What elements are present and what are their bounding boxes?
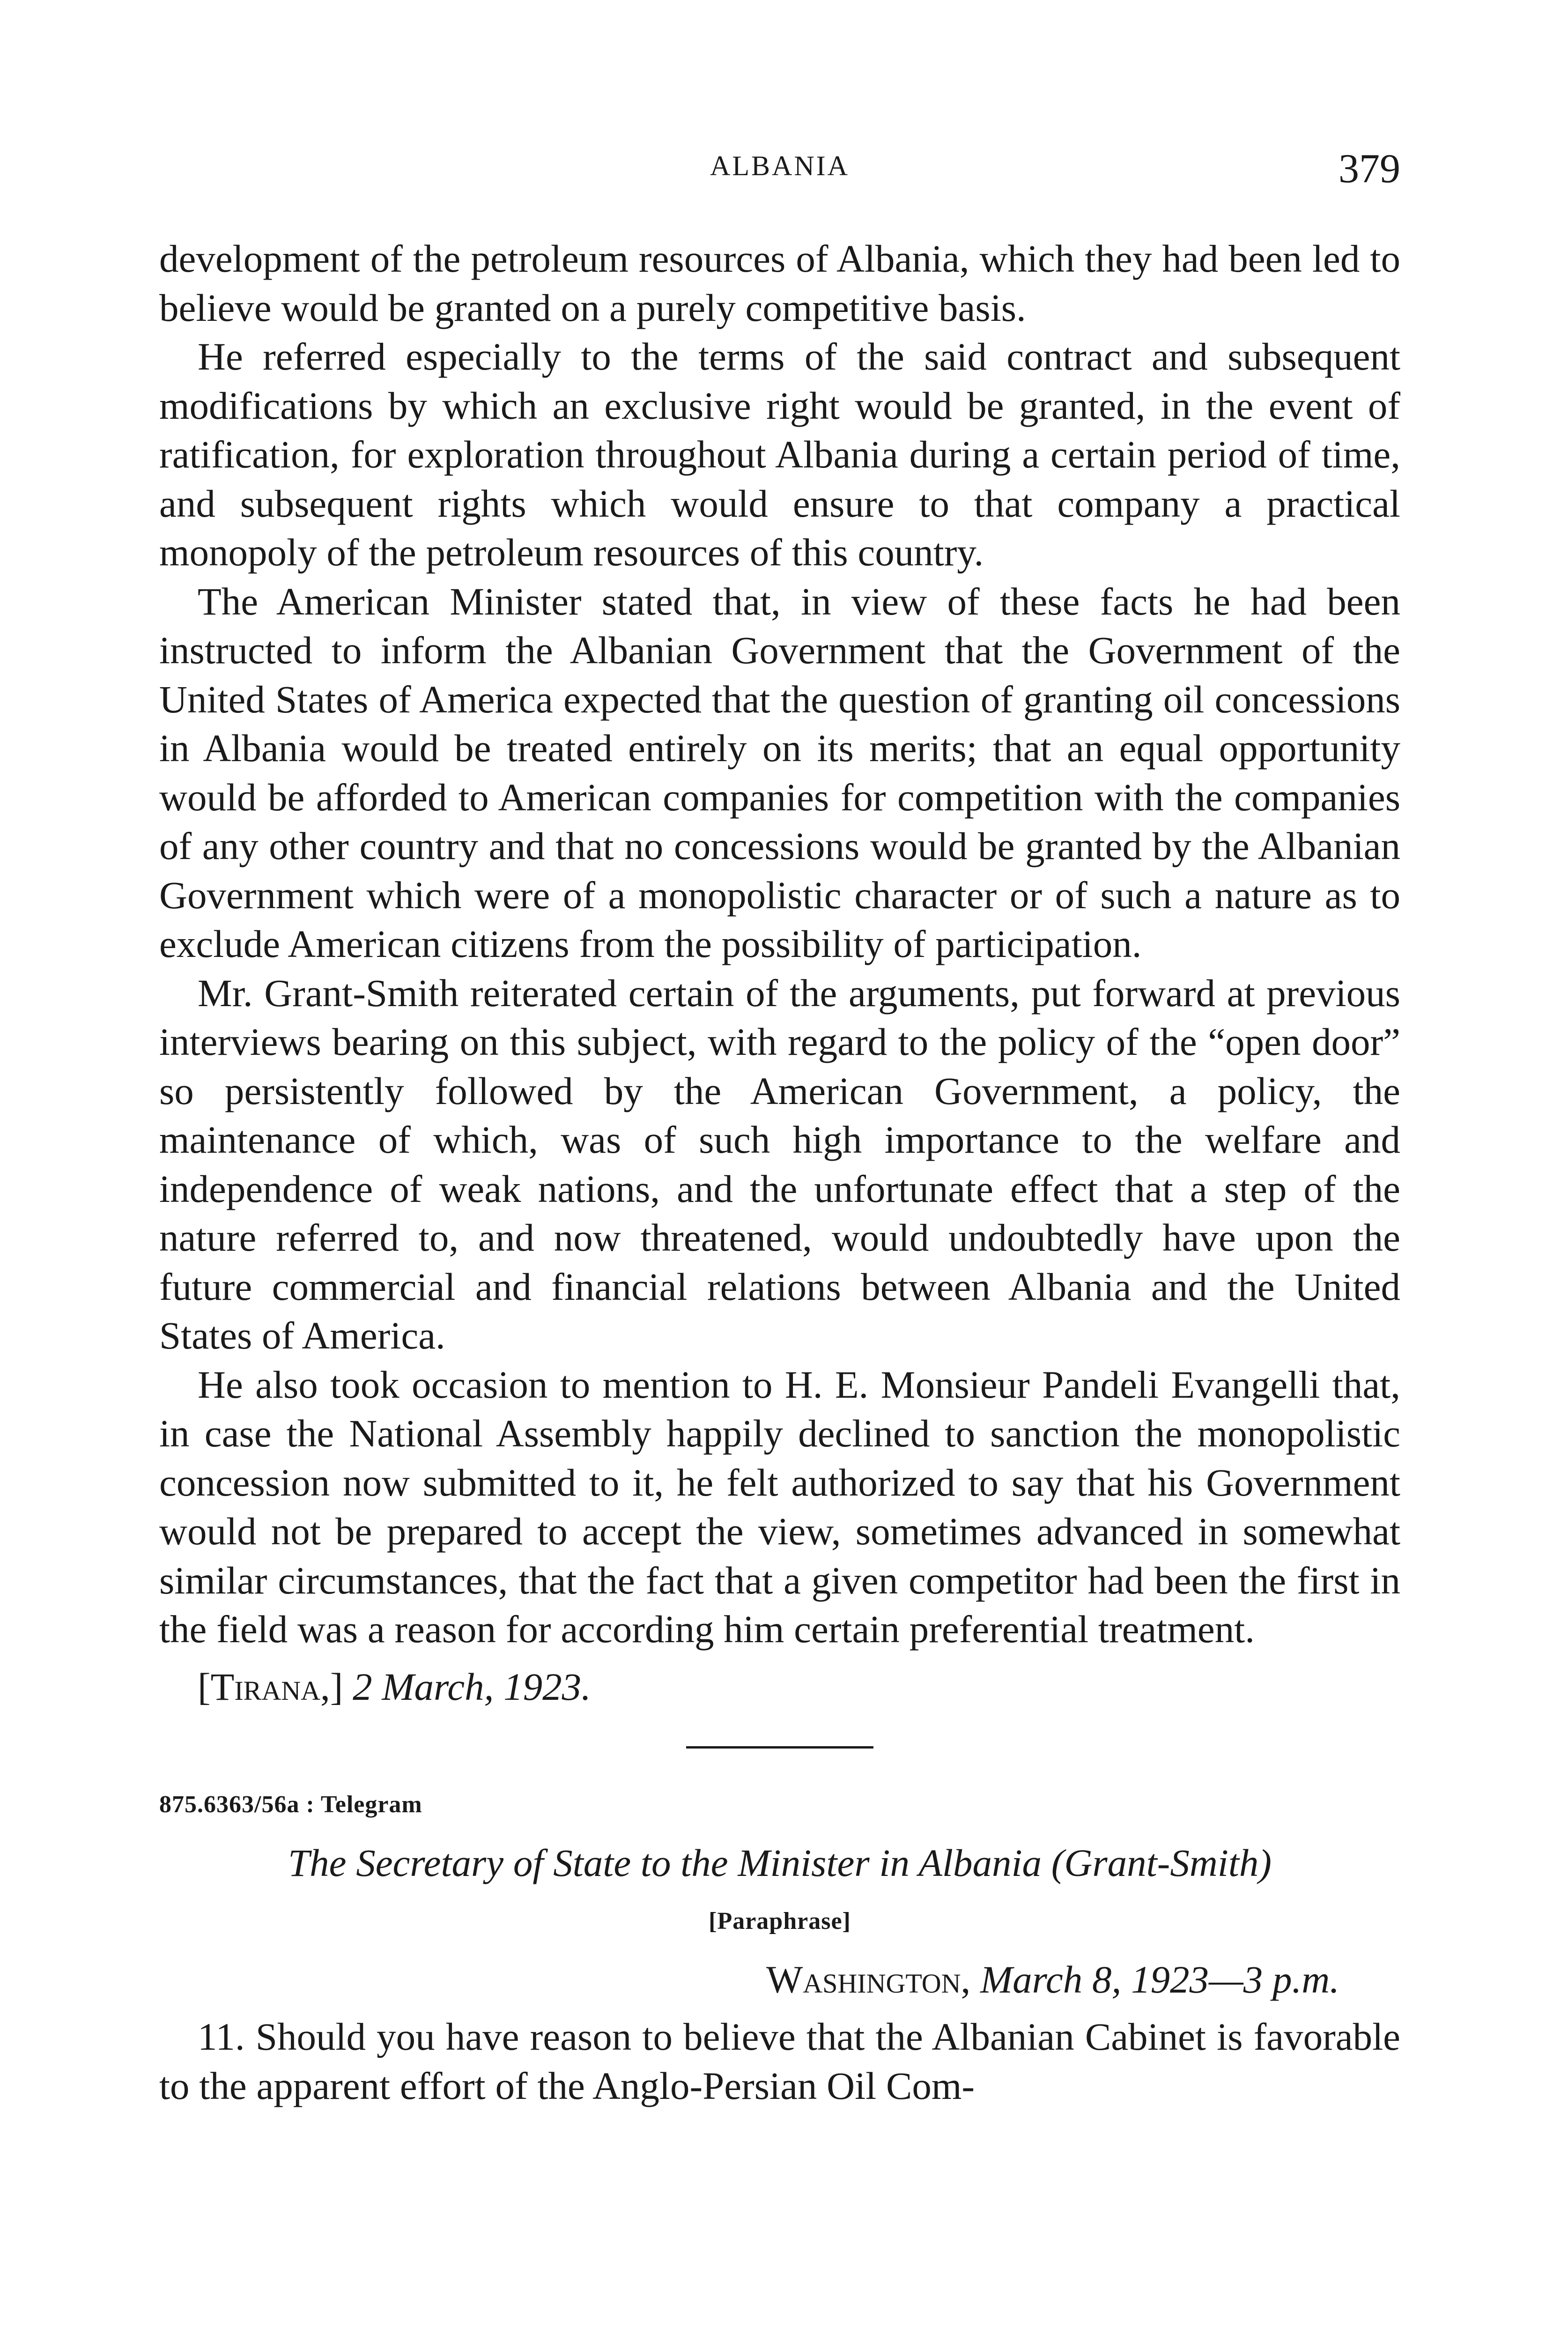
paragraph-continuation: development of the petroleum resources of Albania, which they had been led to believe would be granted on a purely competitive basis. — [159, 237, 1400, 329]
paraphrase-label: [Paraphrase] — [709, 1908, 851, 1934]
paragraph-contract-terms: He referred especially to the terms of the said contract and subsequent modifications by which an exclusive right would be granted, in the event of ratification, for exploration throughout Albania during a certain period of time, and subsequent rights which would ensure to that company a practical monopoly of the petroleum resources of this country. — [159, 335, 1400, 574]
origin-date: March 8, 1923—3 p.m. — [980, 1958, 1339, 2001]
heading-main: The Secretary of State to the Minister in Albania — [288, 1841, 1042, 1884]
dateline-place: Tirana, — [210, 1665, 330, 1708]
paragraph-minister-statement: The American Minister stated that, in view of these facts he had been instructed to inform the Albanian Government that the Government of the United States of America expected that the question of granting oil concessions in Albania would be treated entirely on its merits; that an equal opportunity would be afforded to American companies for competition with the companies of any other country and that no concessions would be granted by the Albanian Government which were of a monopolistic character or of such a nature as to exclude American citizens from the possibility of participation. — [159, 579, 1400, 965]
text-body — [159, 234, 1400, 2110]
page-number: 379 — [1339, 146, 1400, 192]
origin-line — [159, 1954, 1339, 2005]
dateline — [198, 1662, 1400, 1712]
section-divider — [686, 1746, 873, 1749]
running-head — [159, 145, 1400, 197]
file-number: 875.6363/56a : Telegram — [159, 1791, 422, 1818]
dateline-date: 2 March, 1923. — [353, 1665, 591, 1708]
dateline-close-bracket: ] — [330, 1665, 343, 1708]
origin-place: Washington, — [766, 1958, 971, 2001]
document-heading — [159, 1837, 1400, 1889]
heading-recipient: (Grant-Smith) — [1051, 1841, 1272, 1884]
running-title: ALBANIA — [710, 150, 850, 181]
paragraph-preferential-treatment: He also took occasion to mention to H. E. Monsieur Pandeli Evangelli that, in case the National Assembly happily declined to sanction the monopolistic concession now submitted to it, he felt authorized to say that his Government would not be prepared to accept the view, sometimes advanced in somewhat similar circumstances, that the fact that a given competitor had been the first in the field was a reason for according him certain preferential treatment. — [159, 1363, 1400, 1651]
telegram-body: 11. Should you have reason to believe that the Albanian Cabinet is favorable to the apparent effort of the Anglo-Persian Oil Com- — [159, 2015, 1400, 2107]
paragraph-open-door: Mr. Grant-Smith reiterated certain of the arguments, put forward at previous interviews bearing on this subject, with regard to the policy of the “open door” so persistently followed by the American Government, a policy, the maintenance of which, was of such high importance to the welfare and independence of weak nations, and the unfortunate effect that a step of the nature referred to, and now threatened, would undoubtedly have upon the future commercial and financial relations between Albania and the United States of America. — [159, 971, 1400, 1357]
dateline-open-bracket: [ — [198, 1665, 211, 1708]
